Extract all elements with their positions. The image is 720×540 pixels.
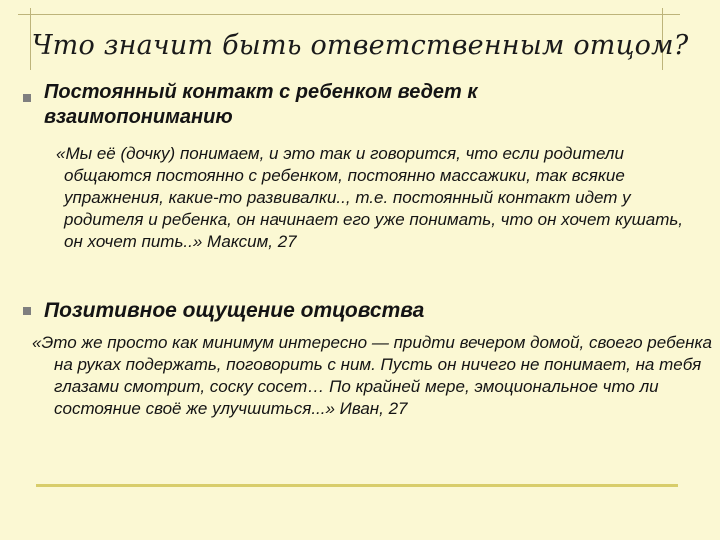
slide-title: Что значит быть ответственным отцом?	[31, 30, 689, 61]
section-heading-fatherhood: Позитивное ощущение отцовства	[44, 299, 425, 322]
square-bullet-icon	[23, 307, 31, 315]
bottom-divider	[36, 484, 678, 487]
section-heading-contact: Постоянный контакт с ребенком ведет к взаимопониманию	[44, 81, 478, 128]
quote-maxim: «Мы её (дочку) понимаем, и это так и говорится, что если родители общаются постоянно с ребенком, постоянно массажики, так всякие упражнения, какие-то развивалки.., т.е. постоянный контакт идет у родителя и ребенка, он начинает его уже понимать, что он хочет кушать, он хочет пить..» Максим, 27	[56, 144, 684, 251]
square-bullet-icon	[23, 94, 31, 102]
title-frame-top-line	[18, 14, 680, 15]
quote-ivan: «Это же просто как минимум интересно — придти вечером домой, своего ребенка на руках подержать, поговорить с ним. Пусть он ничего не понимает, на тебя глазами смотрит, соску сосет… По крайней мере, эмоциональное что ли состояние своё же улучшиться...» Иван, 27	[32, 333, 713, 418]
